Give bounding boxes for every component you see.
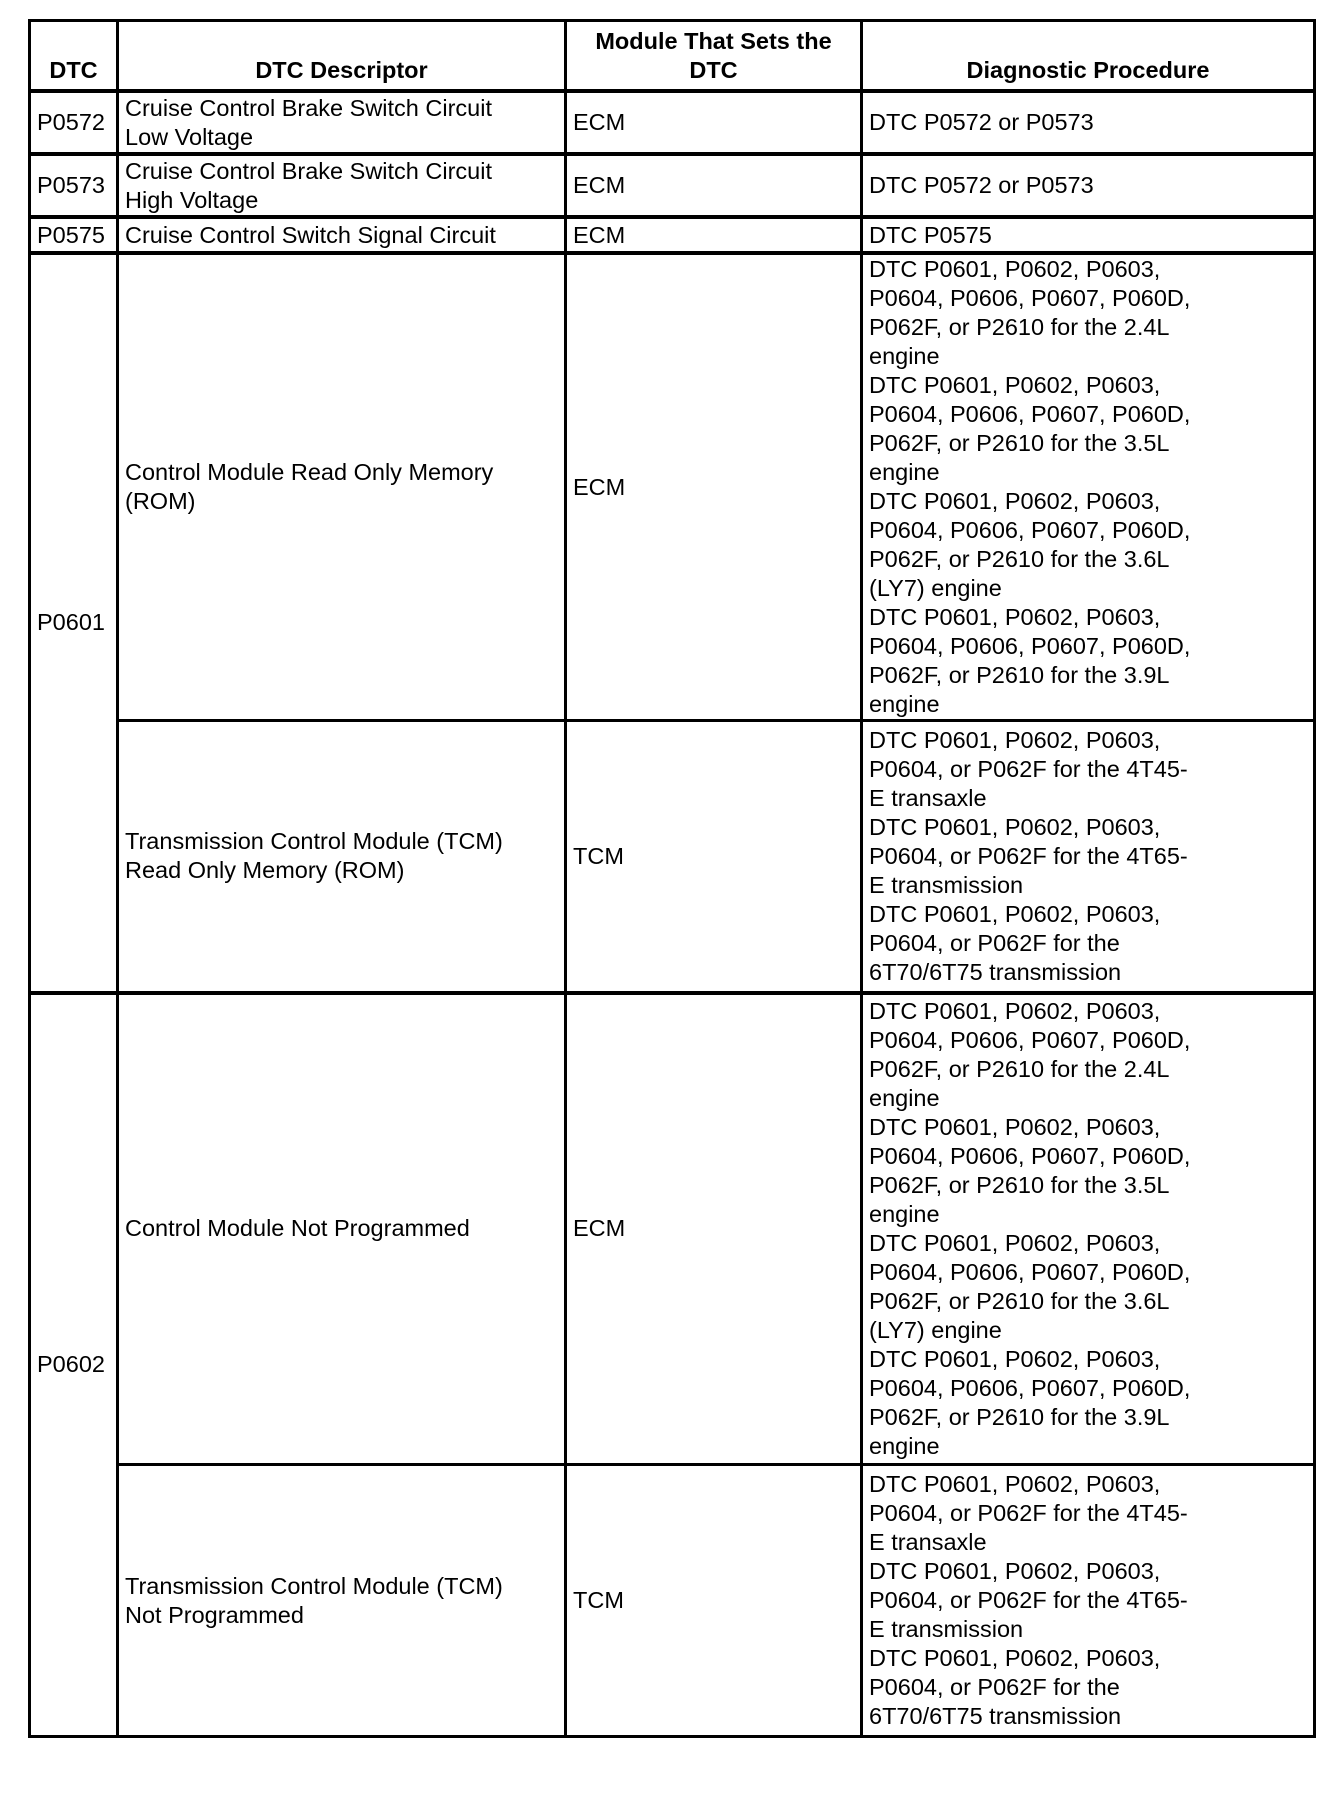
descriptor-cell xyxy=(118,217,566,253)
procedure-cell xyxy=(862,253,1315,721)
descriptor-line: Cruise Control Brake Switch Circuit xyxy=(125,157,492,184)
procedure-line: P0604, or P062F for the xyxy=(869,929,1120,956)
dtc-code-cell: P0573 xyxy=(30,154,118,217)
descriptor-line: Transmission Control Module (TCM) xyxy=(125,828,503,855)
procedure-line: DTC P0601, P0602, P0603, xyxy=(869,1558,1161,1584)
procedure-cell: DTC P0572 or P0573 xyxy=(862,91,1315,154)
descriptor-line: Low Voltage xyxy=(125,123,254,150)
procedure-line: DTC P0601, P0602, P0603, xyxy=(869,604,1161,630)
module-cell: ECM xyxy=(566,154,862,217)
procedure-line: P0604, P0606, P0607, P060D, xyxy=(869,633,1191,659)
procedure-line: DTC P0601, P0602, P0603, xyxy=(869,726,1161,753)
descriptor-line: Control Module Not Programmed xyxy=(125,1215,470,1242)
procedure-line: DTC P0601, P0602, P0603, xyxy=(869,1229,1161,1256)
procedure-line: DTC P0601, P0602, P0603, xyxy=(869,1345,1161,1372)
descriptor-cell xyxy=(118,91,566,154)
procedure-line: engine xyxy=(869,1432,940,1459)
procedure-line: P062F, or P2610 for the 3.5L xyxy=(869,1171,1170,1198)
procedure-line: P062F, or P2610 for the 3.9L xyxy=(869,662,1170,688)
procedure-line: DTC P0601, P0602, P0603, xyxy=(869,1645,1161,1671)
descriptor-cell xyxy=(118,993,566,1465)
procedure-line: E transaxle xyxy=(869,784,987,811)
header-descriptor: DTC Descriptor xyxy=(118,21,566,92)
table-row xyxy=(30,217,1315,253)
table-row xyxy=(30,721,1315,993)
table-row xyxy=(30,154,1315,217)
procedure-line: P062F, or P2610 for the 3.9L xyxy=(869,1403,1170,1430)
procedure-line: DTC P0601, P0602, P0603, xyxy=(869,1471,1161,1497)
descriptor-line: Not Programmed xyxy=(125,1601,304,1628)
descriptor-line: (ROM) xyxy=(125,488,196,514)
procedure-line: 6T70/6T75 transmission xyxy=(869,958,1122,985)
procedure-line: P0604, P0606, P0607, P060D, xyxy=(869,1026,1191,1053)
procedure-line: DTC P0601, P0602, P0603, xyxy=(869,488,1161,514)
descriptor-line: High Voltage xyxy=(125,186,259,213)
header-procedure: Diagnostic Procedure xyxy=(862,21,1315,92)
module-cell: ECM xyxy=(566,217,862,253)
procedure-line: P0604, P0606, P0607, P060D, xyxy=(869,1258,1191,1285)
dtc-code-cell: P0602 xyxy=(30,993,118,1737)
header-row xyxy=(30,21,1315,92)
descriptor-cell xyxy=(118,253,566,721)
dtc-code-cell: P0601 xyxy=(30,253,118,993)
procedure-line: P0604, or P062F for the xyxy=(869,1674,1120,1700)
procedure-line: engine xyxy=(869,691,940,717)
procedure-line: P062F, or P2610 for the 3.5L xyxy=(869,430,1170,456)
procedure-line: DTC P0601, P0602, P0603, xyxy=(869,900,1161,927)
descriptor-line: Read Only Memory (ROM) xyxy=(125,857,405,884)
procedure-cell xyxy=(862,993,1315,1465)
procedure-line: DTC P0601, P0602, P0603, xyxy=(869,997,1161,1024)
descriptor-cell xyxy=(118,154,566,217)
module-cell: ECM xyxy=(566,993,862,1465)
procedure-line: engine xyxy=(869,1200,940,1227)
procedure-cell: DTC P0575 xyxy=(862,217,1315,253)
header-module-line2: DTC xyxy=(689,57,738,83)
module-cell: TCM xyxy=(566,721,862,993)
dtc-code-cell: P0572 xyxy=(30,91,118,154)
procedure-line: P0604, P0606, P0607, P060D, xyxy=(869,401,1191,427)
descriptor-line: Transmission Control Module (TCM) xyxy=(125,1572,503,1599)
header-dtc: DTC xyxy=(30,21,118,92)
dtc-table xyxy=(28,19,1316,1738)
procedure-line: DTC P0601, P0602, P0603, xyxy=(869,372,1161,398)
procedure-line: P062F, or P2610 for the 2.4L xyxy=(869,1055,1170,1082)
dtc-code-cell: P0575 xyxy=(30,217,118,253)
procedure-line: DTC P0601, P0602, P0603, xyxy=(869,1113,1161,1140)
procedure-cell: DTC P0572 or P0573 xyxy=(862,154,1315,217)
descriptor-line: Control Module Read Only Memory xyxy=(125,459,494,485)
table-row xyxy=(30,253,1315,721)
procedure-line: P0604, or P062F for the 4T45- xyxy=(869,1500,1188,1526)
table-row xyxy=(30,993,1315,1465)
module-cell: ECM xyxy=(566,91,862,154)
procedure-line: E transaxle xyxy=(869,1529,987,1555)
procedure-line: (LY7) engine xyxy=(869,575,1002,601)
descriptor-line: Cruise Control Switch Signal Circuit xyxy=(125,221,496,248)
module-cell: ECM xyxy=(566,253,862,721)
procedure-line: P0604, P0606, P0607, P060D, xyxy=(869,285,1191,311)
module-cell: TCM xyxy=(566,1465,862,1737)
procedure-line: E transmission xyxy=(869,1616,1024,1642)
procedure-line: P0604, or P062F for the 4T65- xyxy=(869,842,1188,869)
procedure-line: P062F, or P2610 for the 2.4L xyxy=(869,314,1170,340)
procedure-line: P0604, or P062F for the 4T65- xyxy=(869,1587,1188,1613)
table-row xyxy=(30,1465,1315,1737)
procedure-line: engine xyxy=(869,343,940,369)
header-module xyxy=(566,21,862,92)
procedure-line: (LY7) engine xyxy=(869,1316,1002,1343)
procedure-line: E transmission xyxy=(869,871,1024,898)
procedure-line: engine xyxy=(869,1084,940,1111)
procedure-line: P062F, or P2610 for the 3.6L xyxy=(869,546,1170,572)
descriptor-line: Cruise Control Brake Switch Circuit xyxy=(125,94,492,121)
procedure-line: 6T70/6T75 transmission xyxy=(869,1703,1122,1729)
procedure-line: DTC P0601, P0602, P0603, xyxy=(869,256,1161,282)
header-module-line1: Module That Sets the xyxy=(595,28,832,54)
procedure-line: DTC P0601, P0602, P0603, xyxy=(869,813,1161,840)
procedure-line: engine xyxy=(869,459,940,485)
descriptor-cell xyxy=(118,1465,566,1737)
procedure-line: P062F, or P2610 for the 3.6L xyxy=(869,1287,1170,1314)
procedure-line: P0604, or P062F for the 4T45- xyxy=(869,755,1188,782)
procedure-line: P0604, P0606, P0607, P060D, xyxy=(869,1374,1191,1401)
procedure-line: P0604, P0606, P0607, P060D, xyxy=(869,517,1191,543)
descriptor-cell xyxy=(118,721,566,993)
procedure-cell xyxy=(862,721,1315,993)
table-row xyxy=(30,91,1315,154)
procedure-line: P0604, P0606, P0607, P060D, xyxy=(869,1142,1191,1169)
procedure-cell xyxy=(862,1465,1315,1737)
